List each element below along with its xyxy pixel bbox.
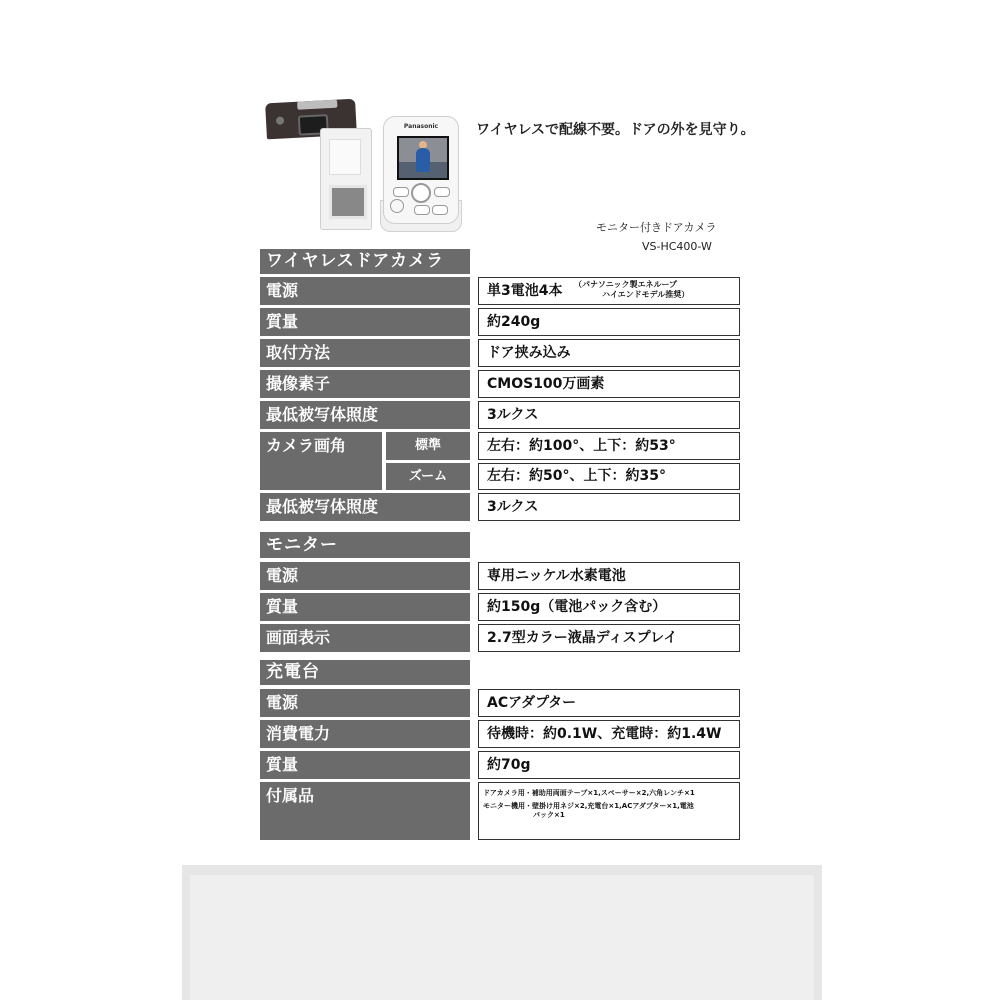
charger-weight-value: 約70g xyxy=(478,751,740,779)
door-camera-illumination-value: 3ルクス xyxy=(478,401,740,429)
monitor-weight-label: 質量 xyxy=(260,593,470,621)
camera-angle-standard-label: 標準 xyxy=(386,432,470,460)
monitor-screen xyxy=(397,136,449,180)
charger-weight-label: 質量 xyxy=(260,751,470,779)
section-title-door-camera: ワイヤレスドアカメラ xyxy=(260,249,470,274)
door-camera-mount-label: 取付方法 xyxy=(260,339,470,367)
charger-consumption-label: 消費電力 xyxy=(260,720,470,748)
camera-angle-standard-value: 左右：約100°、上下：約53° xyxy=(478,432,740,460)
camera-angle-label: カメラ画角 xyxy=(260,432,382,490)
door-camera-power-note-2: ハイエンドモデル推奨） xyxy=(602,290,690,299)
charger-power-label: 電源 xyxy=(260,689,470,717)
door-camera-illumination-label-2: 最低被写体照度 xyxy=(260,493,470,521)
door-camera-power-label: 電源 xyxy=(260,277,470,305)
display-shelf xyxy=(182,865,822,1000)
monitor-image xyxy=(383,116,459,224)
door-camera-power-text: 単3電池4本 xyxy=(487,283,563,299)
door-camera-illumination-value-2: 3ルクス xyxy=(478,493,740,521)
tagline: ワイヤレスで配線不要。ドアの外を見守り。 xyxy=(476,122,755,138)
monitor-brand: Panasonic xyxy=(403,123,439,130)
door-camera-body-image xyxy=(320,128,372,230)
door-camera-sensor-value: CMOS100万画素 xyxy=(478,370,740,398)
accessories-line-1: ドアカメラ用・補助用両面テープ×1,スペーサー×2,六角レンチ×1 xyxy=(483,789,695,797)
product-subtitle: モニター付きドアカメラ xyxy=(596,221,717,234)
charger-power-value: ACアダプター xyxy=(478,689,740,717)
charger-accessories-value xyxy=(478,782,740,840)
monitor-weight-value: 約150g（電池パック含む） xyxy=(478,593,740,621)
door-camera-illumination-label: 最低被写体照度 xyxy=(260,401,470,429)
door-camera-sensor-label: 撮像素子 xyxy=(260,370,470,398)
accessories-line-3: パック×1 xyxy=(533,811,565,819)
monitor-power-value: 専用ニッケル水素電池 xyxy=(478,562,740,590)
monitor-display-label: 画面表示 xyxy=(260,624,470,652)
camera-angle-zoom-value: 左右：約50°、上下：約35° xyxy=(478,463,740,490)
camera-angle-zoom-label: ズーム xyxy=(386,463,470,490)
monitor-display-value: 2.7型カラー液晶ディスプレイ xyxy=(478,624,740,652)
section-title-monitor: モニター xyxy=(260,532,470,558)
door-camera-weight-value: 約240g xyxy=(478,308,740,336)
model-number: VS-HC400-W xyxy=(642,240,712,253)
charger-accessories-label: 付属品 xyxy=(260,782,470,840)
accessories-line-2: モニター機用・壁掛け用ネジ×2,充電台×1,ACアダプター×1,電池 xyxy=(483,802,694,810)
monitor-power-label: 電源 xyxy=(260,562,470,590)
door-camera-power-note-1: （パナソニック製エネループ xyxy=(574,280,678,289)
charger-consumption-value: 待機時：約0.1W、充電時：約1.4W xyxy=(478,720,740,748)
door-camera-weight-label: 質量 xyxy=(260,308,470,336)
door-camera-mount-value: ドア挟み込み xyxy=(478,339,740,367)
section-title-charger: 充電台 xyxy=(260,660,470,685)
